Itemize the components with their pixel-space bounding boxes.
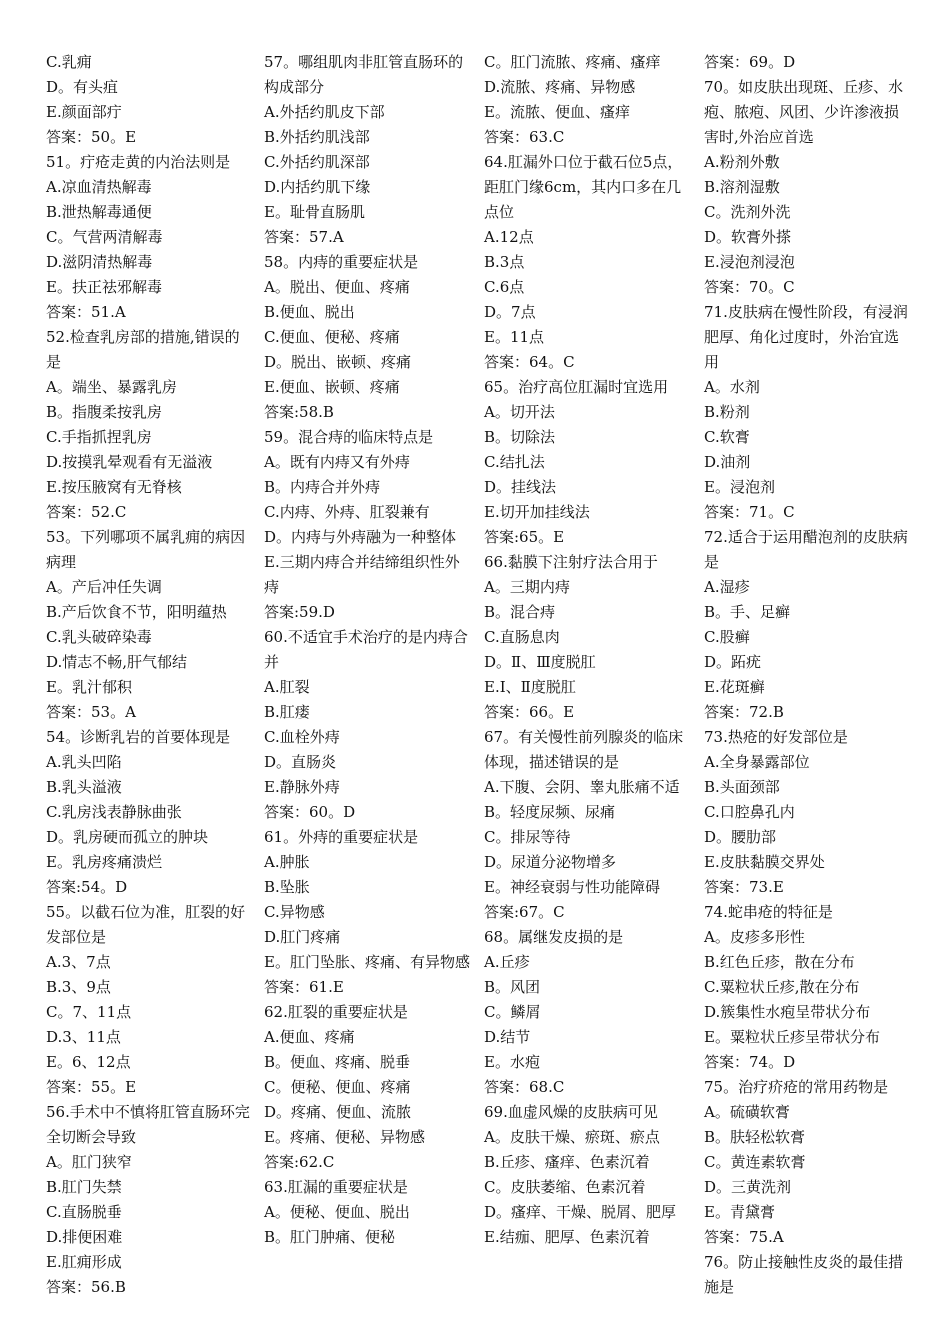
text-line: 61。外痔的重要症状是 xyxy=(264,828,419,846)
text-line: E.浸泡剂浸泡 xyxy=(704,253,795,271)
text-line: D.滋阴清热解毒 xyxy=(46,253,153,271)
text-line: A.乳头凹陷 xyxy=(46,753,122,771)
text-line: 55。以截石位为准，肛裂的好发部位是 xyxy=(46,903,246,946)
text-line: E.三期内痔合并结缔组织性外痔 xyxy=(264,553,460,596)
text-line: A.肿胀 xyxy=(264,853,310,871)
text-line: 答案:62.C xyxy=(264,1153,335,1171)
text-line: 53。下列哪项不属乳痈的病因病理 xyxy=(46,528,246,571)
text-line: C.外括约肌深部 xyxy=(264,153,370,171)
text-line: 答案：73.E xyxy=(704,878,784,896)
text-line: 答案：70。C xyxy=(704,278,795,296)
text-line: B.3点 xyxy=(484,253,525,271)
text-line: E。扶正祛邪解毒 xyxy=(46,278,162,296)
text-line: 答案：61.E xyxy=(264,978,344,996)
text-line: C。黄连素软膏 xyxy=(704,1153,806,1171)
text-line: C.6点 xyxy=(484,278,525,296)
text-line: 答案：75.A xyxy=(704,1228,784,1246)
text-line: 答案：72.B xyxy=(704,703,784,721)
text-line: E。耻骨直肠肌 xyxy=(264,203,365,221)
text-line: E.切开加挂线法 xyxy=(484,503,590,521)
text-line: 59。混合痔的临床特点是 xyxy=(264,428,434,446)
text-line: B。指腹柔按乳房 xyxy=(46,403,163,421)
text-line: B.粉剂 xyxy=(704,403,750,421)
text-line: E。粟粒状丘疹呈带状分布 xyxy=(704,1028,880,1046)
text-line: D.排便困难 xyxy=(46,1228,123,1246)
text-line: A。端坐、暴露乳房 xyxy=(46,378,177,396)
text-line: D.3、11点 xyxy=(46,1028,121,1046)
text-line: 答案：74。D xyxy=(704,1053,796,1071)
text-line: A。肛门狭窄 xyxy=(46,1153,132,1171)
text-line: D。挂线法 xyxy=(484,478,557,496)
text-line: D.按摸乳晕观看有无溢液 xyxy=(46,453,213,471)
text-line: C.手指抓捏乳房 xyxy=(46,428,152,446)
text-line: C.便血、便秘、疼痛 xyxy=(264,328,400,346)
text-line: E.肛痈形成 xyxy=(46,1253,122,1271)
text-line: 70。如皮肤出现斑、丘疹、水疱、脓疱、风团、少许渗液损害时,外治应首选 xyxy=(704,78,904,146)
text-line: C.结扎法 xyxy=(484,453,545,471)
text-line: B.乳头溢液 xyxy=(46,778,122,796)
text-line: D。瘙痒、干燥、脱屑、肥厚 xyxy=(484,1203,677,1221)
text-line: 72.适合于运用醋泡剂的皮肤病是 xyxy=(704,528,908,571)
text-line: 答案：52.C xyxy=(46,503,127,521)
text-line: 66.黏膜下注射疗法合用于 xyxy=(484,553,658,571)
text-line: 52.检查乳房部的措施,错误的是 xyxy=(46,328,240,371)
text-line: A。皮疹多形性 xyxy=(704,928,805,946)
text-line: A。便秘、便血、脱出 xyxy=(264,1203,410,1221)
text-line: A。硫磺软膏 xyxy=(704,1103,790,1121)
text-line: E.花斑癣 xyxy=(704,678,765,696)
text-line: B.红色丘疹，散在分布 xyxy=(704,953,855,971)
text-line: 63.肛漏的重要症状是 xyxy=(264,1178,408,1196)
text-line: B.溶剂湿敷 xyxy=(704,178,780,196)
text-line: C.内痔、外痔、肛裂兼有 xyxy=(264,503,430,521)
text-line: A。产后冲任失调 xyxy=(46,578,162,596)
text-line: A。切开法 xyxy=(484,403,555,421)
text-line: B。便血、疼痛、脱垂 xyxy=(264,1053,411,1071)
text-line: 69.血虚风燥的皮肤病可见 xyxy=(484,1103,658,1121)
text-line: 64.肛漏外口位于截石位5点，距肛门缘6cm，其内口多在几点位 xyxy=(484,153,683,221)
text-line: E。青黛膏 xyxy=(704,1203,775,1221)
text-line: B.3、9点 xyxy=(46,978,111,996)
text-line: 答案：55。E xyxy=(46,1078,137,1096)
text-line: C.乳痈 xyxy=(46,53,92,71)
text-line: 67。有关慢性前列腺炎的临床体现，描述错误的是 xyxy=(484,728,684,771)
text-line: 答案:67。C xyxy=(484,903,565,921)
text-line: E.便血、嵌顿、疼痛 xyxy=(264,378,400,396)
text-line: C。肛门流脓、疼痛、瘙痒 xyxy=(484,53,661,71)
text-line: 58。内痔的重要症状是 xyxy=(264,253,419,271)
text-line: D。7点 xyxy=(484,303,536,321)
text-column-2 xyxy=(264,50,470,1250)
text-line: 71.皮肤病在慢性阶段，有浸润肥厚、角化过度时，外治宜选用 xyxy=(704,303,908,371)
text-line: B.泄热解毒通便 xyxy=(46,203,152,221)
text-line: A.丘疹 xyxy=(484,953,530,971)
text-line: 答案：69。D xyxy=(704,53,796,71)
text-line: E。水疱 xyxy=(484,1053,540,1071)
text-line: E。11点 xyxy=(484,328,545,346)
text-line: 62.肛裂的重要症状是 xyxy=(264,1003,408,1021)
text-line: 68。属继发皮损的是 xyxy=(484,928,624,946)
text-line: D。跖疣 xyxy=(704,653,762,671)
text-line: 答案:54。D xyxy=(46,878,128,896)
text-line: 答案：56.B xyxy=(46,1278,126,1296)
text-line: C。气营两清解毒 xyxy=(46,228,163,246)
text-line: D.簇集性水疱呈带状分布 xyxy=(704,1003,871,1021)
text-line: B.肛门失禁 xyxy=(46,1178,122,1196)
text-line: D。软膏外搽 xyxy=(704,228,792,246)
text-line: C。7、11点 xyxy=(46,1003,132,1021)
text-line: C.股癣 xyxy=(704,628,750,646)
text-line: 65。治疗高位肛漏时宜选用 xyxy=(484,378,669,396)
text-line: 答案:59.D xyxy=(264,603,335,621)
text-line: B。内痔合并外痔 xyxy=(264,478,381,496)
text-line: 56.手术中不慎将肛管直肠环完全切断会导致 xyxy=(46,1103,250,1146)
text-line: A.外括约肌皮下部 xyxy=(264,103,385,121)
text-line: D.流脓、疼痛、异物感 xyxy=(484,78,636,96)
text-line: C.口腔鼻孔内 xyxy=(704,803,795,821)
text-line: 答案：64。C xyxy=(484,353,575,371)
text-line: E。乳房疼痛溃烂 xyxy=(46,853,162,871)
text-line: B.坠胀 xyxy=(264,878,310,896)
text-line: E.静脉外痔 xyxy=(264,778,340,796)
text-line: A。水剂 xyxy=(704,378,760,396)
text-line: 答案:65。E xyxy=(484,528,565,546)
text-line: A。脱出、便血、疼痛 xyxy=(264,278,410,296)
text-column-4 xyxy=(704,50,910,1300)
text-line: A.全身暴露部位 xyxy=(704,753,810,771)
text-line: A。三期内痔 xyxy=(484,578,570,596)
text-line: E.按压腋窝有无脊核 xyxy=(46,478,182,496)
text-line: B。肛门肿痛、便秘 xyxy=(264,1228,396,1246)
text-line: B.产后饮食不节，阳明蕴热 xyxy=(46,603,227,621)
text-line: D。内痔与外痔融为一种整体 xyxy=(264,528,457,546)
text-line: 答案：50。E xyxy=(46,128,137,146)
text-line: A。皮肤干燥、瘀斑、瘀点 xyxy=(484,1128,660,1146)
text-line: 57。哪组肌肉非肛管直肠环的构成部分 xyxy=(264,53,464,96)
text-line: 54。诊断乳岩的首要体现是 xyxy=(46,728,231,746)
text-line: C。鳞屑 xyxy=(484,1003,541,1021)
text-line: C.血栓外痔 xyxy=(264,728,340,746)
text-line: C.软膏 xyxy=(704,428,750,446)
text-line: A.便血、疼痛 xyxy=(264,1028,355,1046)
text-line: E。疼痛、便秘、异物感 xyxy=(264,1128,425,1146)
text-line: B.头面颈部 xyxy=(704,778,780,796)
text-line: B.外括约肌浅部 xyxy=(264,128,370,146)
text-line: 答案：68.C xyxy=(484,1078,565,1096)
text-line: A.3、7点 xyxy=(46,953,111,971)
text-line: 答案：60。D xyxy=(264,803,356,821)
text-line: 答案：66。E xyxy=(484,703,575,721)
text-line: A。既有内痔又有外痔 xyxy=(264,453,410,471)
text-line: 答案：53。A xyxy=(46,703,136,721)
text-line: D。脱出、嵌顿、疼痛 xyxy=(264,353,412,371)
text-line: 75。治疗疥疮的常用药物是 xyxy=(704,1078,889,1096)
text-column-3 xyxy=(484,50,690,1250)
text-line: D。腰肋部 xyxy=(704,828,777,846)
text-line: E。浸泡剂 xyxy=(704,478,775,496)
text-line: E.结痂、肥厚、色素沉着 xyxy=(484,1228,650,1246)
text-line: D。有头疽 xyxy=(46,78,119,96)
text-line: B。轻度尿频、尿痛 xyxy=(484,803,616,821)
text-line: C.异物感 xyxy=(264,903,325,921)
text-line: B.便血、脱出 xyxy=(264,303,355,321)
text-line: B。风团 xyxy=(484,978,541,996)
text-line: E.Ⅰ、Ⅱ度脱肛 xyxy=(484,678,576,696)
text-line: C.乳头破碎染毒 xyxy=(46,628,152,646)
text-line: D。尿道分泌物增多 xyxy=(484,853,617,871)
text-line: C。洗剂外洗 xyxy=(704,203,791,221)
text-line: D.情志不畅,肝气郁结 xyxy=(46,653,188,671)
text-line: D。Ⅱ、Ⅲ度脱肛 xyxy=(484,653,596,671)
text-line: E。神经衰弱与性功能障碍 xyxy=(484,878,660,896)
text-line: 60.不适宜手术治疗的是内痔合并 xyxy=(264,628,468,671)
text-line: D.肛门疼痛 xyxy=(264,928,341,946)
text-line: E.颜面部疔 xyxy=(46,103,122,121)
text-line: B。手、足癣 xyxy=(704,603,791,621)
text-line: D.结节 xyxy=(484,1028,531,1046)
text-line: E。乳汁郁积 xyxy=(46,678,132,696)
text-line: C。便秘、便血、疼痛 xyxy=(264,1078,411,1096)
text-line: 答案：51.A xyxy=(46,303,126,321)
text-line: 76。防止接触性皮炎的最佳措施是 xyxy=(704,1253,904,1296)
text-line: 74.蛇串疮的特征是 xyxy=(704,903,833,921)
text-line: D.油剂 xyxy=(704,453,751,471)
text-line: 73.热疮的好发部位是 xyxy=(704,728,848,746)
text-line: 答案：57.A xyxy=(264,228,344,246)
text-line: A.12点 xyxy=(484,228,534,246)
text-line: C.乳房浅表静脉曲张 xyxy=(46,803,182,821)
text-line: B。混合痔 xyxy=(484,603,556,621)
text-line: A.下腹、会阴、睾丸胀痛不适 xyxy=(484,778,680,796)
text-line: C。皮肤萎缩、色素沉着 xyxy=(484,1178,646,1196)
text-line: 答案：71。C xyxy=(704,503,795,521)
text-line: E。肛门坠胀、疼痛、有异物感 xyxy=(264,953,470,971)
text-line: C.直肠脱垂 xyxy=(46,1203,122,1221)
text-line: B.丘疹、瘙痒、色素沉着 xyxy=(484,1153,650,1171)
text-line: A.凉血清热解毒 xyxy=(46,178,152,196)
text-line: A.粉剂外敷 xyxy=(704,153,780,171)
text-line: D。三黄洗剂 xyxy=(704,1178,792,1196)
text-line: C.粟粒状丘疹,散在分布 xyxy=(704,978,860,996)
text-line: 答案：63.C xyxy=(484,128,565,146)
text-line: D。乳房硬而孤立的肿块 xyxy=(46,828,209,846)
text-line: C.直肠息肉 xyxy=(484,628,560,646)
text-line: A.肛裂 xyxy=(264,678,310,696)
text-line: B.肛瘘 xyxy=(264,703,310,721)
text-line: D。直肠炎 xyxy=(264,753,337,771)
text-line: C。排尿等待 xyxy=(484,828,571,846)
text-line: D.内括约肌下缘 xyxy=(264,178,371,196)
text-line: 51。疔疮走黄的内治法则是 xyxy=(46,153,231,171)
text-line: D。疼痛、便血、流脓 xyxy=(264,1103,412,1121)
text-column-1 xyxy=(46,50,252,1300)
text-line: B。肤轻松软膏 xyxy=(704,1128,806,1146)
text-line: A.湿疹 xyxy=(704,578,750,596)
text-line: 答案:58.B xyxy=(264,403,334,421)
text-line: E。流脓、便血、瘙痒 xyxy=(484,103,630,121)
text-line: B。切除法 xyxy=(484,428,556,446)
text-line: E。6、12点 xyxy=(46,1053,131,1071)
text-line: E.皮肤黏膜交界处 xyxy=(704,853,825,871)
